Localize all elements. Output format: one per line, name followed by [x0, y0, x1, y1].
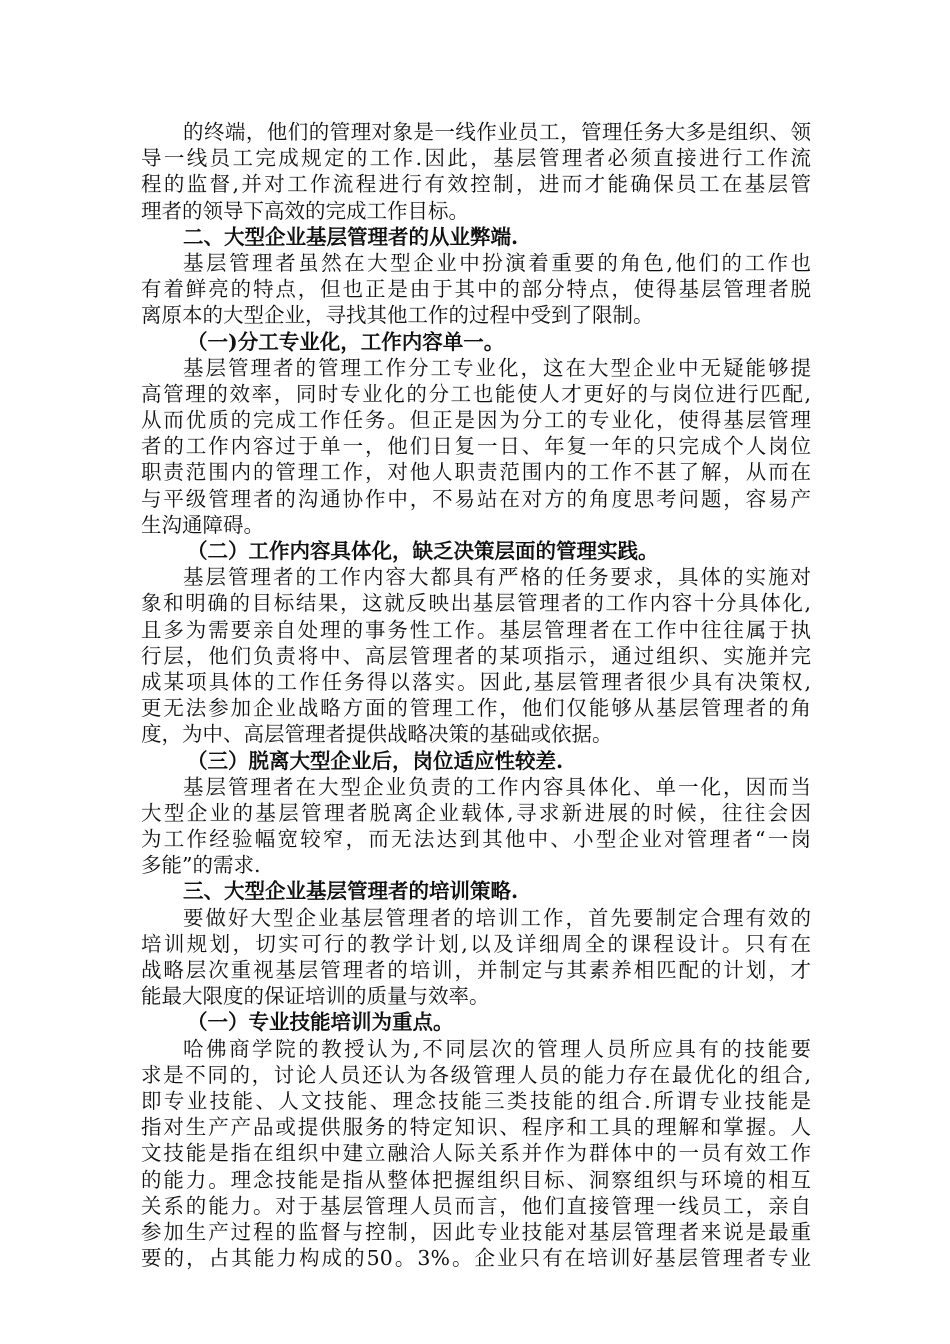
- text-line: 哈佛商学院的教授认为,不同层次的管理人员所应具有的技能要: [183, 1036, 811, 1061]
- paragraph-para-2-intro: [141, 250, 811, 329]
- text-line: 理者的领导下高效的完成工作目标。: [141, 198, 469, 223]
- text-line: 关系的能力。对于基层管理人员而言，他们直接管理一线员工，亲自: [141, 1193, 811, 1218]
- text-line: 离原本的大型企业，寻找其他工作的过程中受到了限制。: [141, 303, 654, 328]
- text-line: 求是不同的，讨论人员还认为各级管理人员的能力存在最优化的组合,: [141, 1062, 811, 1087]
- text-line: 的终端，他们的管理对象是一线作业员工，管理任务大多是组织、领: [183, 120, 811, 144]
- text-line: 行层，他们负责将中、高层管理者的某项指示，通过组织、实施并完: [141, 643, 811, 668]
- text-line: 多能”的需求.: [141, 853, 261, 878]
- paragraph-para-3-1: [141, 1036, 811, 1272]
- paragraph-para-2-2: [141, 564, 811, 747]
- subheading-text: （一)分工专业化，工作内容单一。: [187, 329, 505, 354]
- paragraph-para-3-intro: [141, 905, 811, 1010]
- subheading-text: （二）工作内容具体化，缺乏决策层面的管理实践。: [187, 539, 659, 563]
- text-line: 从而优质的完成工作任务。但正是因为分工的专业化，使得基层管理: [141, 408, 811, 433]
- paragraph-para-2-3: [141, 774, 811, 879]
- text-line: 大型企业的基层管理者脱离企业载体,寻求新进展的时候，往往会因: [141, 800, 811, 825]
- paragraph-para-2-1: [141, 355, 811, 538]
- heading-text: 三、大型企业基层管理者的培训策略.: [183, 879, 519, 904]
- subheading-text: （一）专业技能培训为重点。: [187, 1010, 454, 1035]
- text-line: 基层管理者虽然在大型企业中扮演着重要的角色,他们的工作也: [183, 250, 811, 275]
- text-line: 者的工作内容过于单一，他们日复一日、年复一年的只完成个人岗位: [141, 434, 811, 459]
- document-page: [141, 119, 811, 1271]
- text-line: 象和明确的目标结果，这就反映出基层管理者的工作内容十分具体化,: [141, 591, 811, 616]
- text-line: 成某项具体的工作任务得以落实。因此,基层管理者很少具有决策权,: [141, 669, 811, 694]
- text-line: 指对生产产品或提供服务的特定知识、程序和工具的理解和掌握。人: [141, 1115, 811, 1140]
- text-line: 要的，占其能力构成的50。3%。企业只有在培训好基层管理者专业: [141, 1246, 811, 1271]
- text-line: 更无法参加企业战略方面的管理工作，他们仅能够从基层管理者的角: [141, 696, 811, 721]
- text-line: 生沟通障碍。: [141, 512, 264, 537]
- subheading-subheading-3-1: [141, 1009, 811, 1035]
- text-line: 高管理的效率，同时专业化的分工也能使人才更好的与岗位进行匹配,: [141, 381, 811, 406]
- text-line: 文技能是指在组织中建立融洽人际关系并作为群体中的一员有效工作: [141, 1141, 811, 1166]
- heading-text: 二、大型企业基层管理者的从业弊端.: [183, 224, 519, 249]
- text-line: 要做好大型企业基层管理者的培训工作，首先要制定合理有效的: [183, 905, 811, 930]
- text-line: 程的监督,并对工作流程进行有效控制，进而才能确保员工在基层管: [141, 172, 811, 197]
- text-line: 基层管理者的管理工作分工专业化，这在大型企业中无疑能够提: [183, 355, 811, 380]
- text-line: 与平级管理者的沟通协作中，不易站在对方的角度思考问题，容易产: [141, 486, 811, 511]
- text-line: 度，为中、高层管理者提供战略决策的基础或依据。: [141, 722, 613, 747]
- text-line: 基层管理者在大型企业负责的工作内容具体化、单一化，因而当: [183, 774, 811, 799]
- text-line: 能最大限度的保证培训的质量与效率。: [141, 984, 490, 1009]
- text-line: 培训规划，切实可行的教学计划,以及详细周全的课程设计。只有在: [141, 931, 811, 956]
- text-line: 基层管理者的工作内容大都具有严格的任务要求，具体的实施对: [183, 565, 811, 590]
- text-line: 战略层次重视基层管理者的培训，并制定与其素养相匹配的计划，才: [141, 958, 811, 982]
- text-line: 职责范围内的管理工作，对他人职责范围内的工作不甚了解，从而在: [141, 460, 811, 485]
- subheading-subheading-2-2: [141, 538, 811, 564]
- text-line: 即专业技能、人文技能、理念技能三类技能的组合.所谓专业技能是: [141, 1088, 811, 1113]
- subheading-subheading-2-3: [141, 748, 811, 774]
- text-line: 且多为需要亲自处理的事务性工作。基层管理者在工作中往往属于执: [141, 617, 811, 642]
- text-line: 的能力。理念技能是指从整体把握组织目标、洞察组织与环境的相互: [141, 1167, 811, 1192]
- paragraph-para-continuation: [141, 119, 811, 224]
- subheading-text: （三）脱离大型企业后，岗位适应性较差.: [187, 748, 564, 773]
- text-line: 导一线员工完成规定的工作.因此，基层管理者必须直接进行工作流: [141, 146, 811, 171]
- text-line: 有着鲜亮的特点，但也正是由于其中的部分特点，使得基层管理者脱: [141, 277, 811, 302]
- subheading-subheading-2-1: [141, 329, 811, 355]
- heading-heading-2: [141, 224, 811, 250]
- text-line: 参加生产过程的监督与控制，因此专业技能对基层管理者来说是最重: [141, 1219, 811, 1244]
- heading-heading-3: [141, 878, 811, 904]
- text-line: 为工作经验幅宽较窄，而无法达到其他中、小型企业对管理者“一岗: [141, 827, 811, 852]
